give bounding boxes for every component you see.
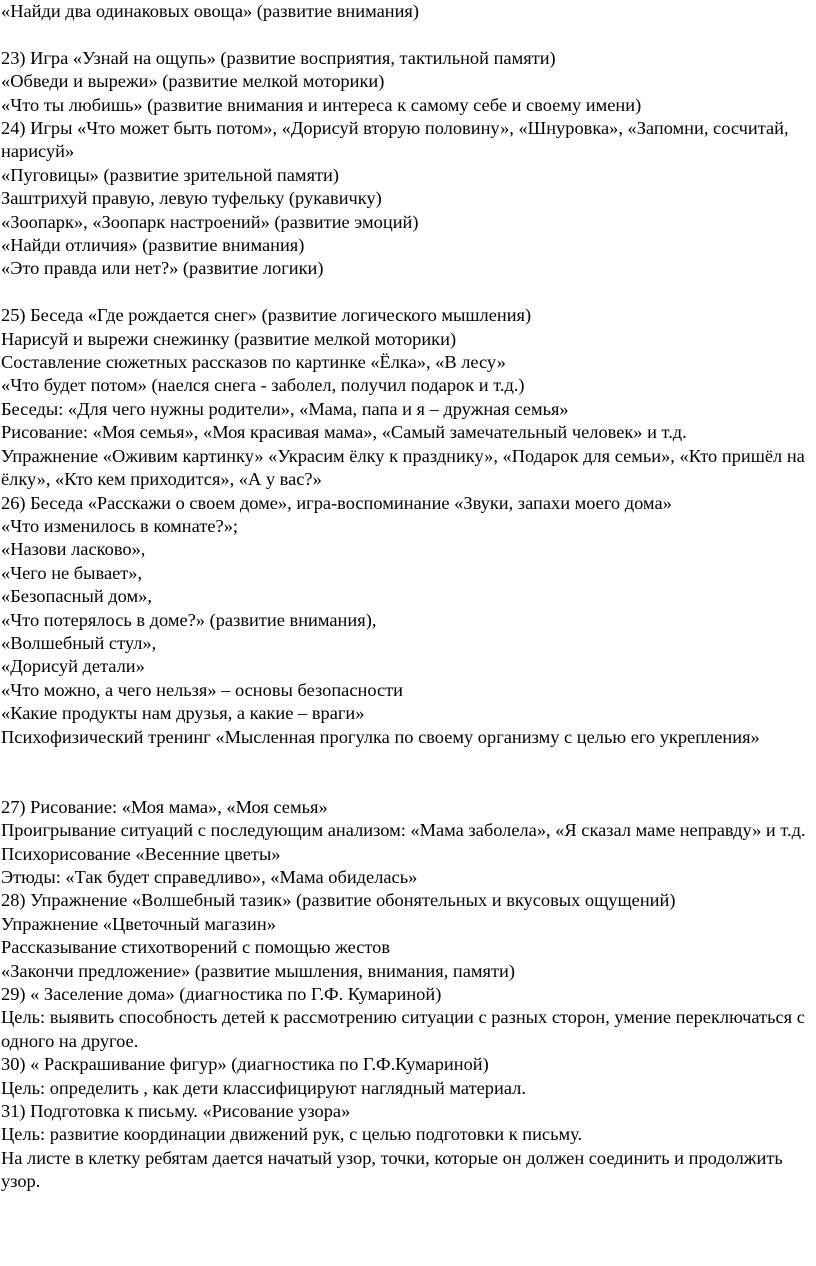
text-line: 31) Подготовка к письму. «Рисование узора» (1, 1101, 351, 1122)
text-line: «Найди отличия» (развитие внимания) (1, 235, 305, 256)
text-line: Упражнение «Цветочный магазин» (1, 913, 276, 934)
text-line: «Обведи и вырежи» (развитие мелкой моторики) (1, 71, 385, 92)
text-line: Цель: развитие координации движений рук, с целью подготовки к письму. (1, 1124, 583, 1145)
text-line: «Зоопарк», «Зоопарк настроений» (развитие эмоций) (1, 211, 419, 232)
text-line: Рассказывание стихотворений с помощью жестов (1, 937, 391, 958)
text-line: 23) Игра «Узнай на ощупь» (развитие восприятия, тактильной памяти) (1, 47, 556, 68)
text-line: «Какие продукты нам друзья, а какие – враги» (1, 703, 365, 724)
text-line: Цель: выявить способность детей к рассмотрению ситуации с разных сторон, умение переключаться с одного на другое. (1, 1007, 805, 1051)
text-line: Составление сюжетных рассказов по картинке «Ёлка», «В лесу» (1, 352, 506, 373)
text-line: 25) Беседа «Где рождается снег» (развитие логического мышления) (1, 305, 532, 326)
text-line: 28) Упражнение «Волшебный тазик» (развитие обонятельных и вкусовых ощущений) (1, 890, 676, 911)
text-line: Нарисуй и вырежи снежинку (развитие мелкой моторики) (1, 328, 457, 349)
text-line: 26) Беседа «Расскажи о своем доме», игра-воспоминание «Звуки, запахи моего дома» (1, 492, 672, 513)
text-line: «Что будет потом» (наелся снега - заболел, получил подарок и т.д.) (1, 375, 525, 396)
text-line: «Что ты любишь» (развитие внимания и интереса к самому себе и своему имени) (1, 94, 642, 115)
text-line: «Безопасный дом», (1, 586, 152, 607)
text-line: На листе в клетку ребятам дается начатый узор, точки, которые он должен соединить и продолжить узор. (1, 1147, 783, 1192)
text-line: «Найди два одинаковых овоща» (развитие внимания) (1, 1, 420, 21)
text-line: «Пуговицы» (развитие зрительной памяти) (1, 164, 340, 185)
text-line: Упражнение «Оживим картинку» «Украсим ёлку к празднику», «Подарок для семьи», «Кто пришёл на ёлку», «Кто кем приходится», «А у вас?» (1, 445, 805, 490)
text-line: 24) Игры «Что может быть потом», «Дорисуй вторую половину», «Шнуровка», «Запомни, сосчитай, нарисуй» (1, 118, 789, 162)
text-line: «Что изменилось в комнате?»; (1, 515, 239, 536)
blank-line (1, 23, 808, 46)
text-line: «Назови ласково», (1, 539, 146, 560)
text-line: Психофизический тренинг «Мысленная прогулка по своему организму с целью его укрепления» (1, 726, 760, 747)
text-line: «Это правда или нет?» (развитие логики) (1, 258, 324, 279)
text-line: «Закончи предложение» (развитие мышления, внимания, памяти) (1, 960, 516, 981)
text-line: 30) « Раскрашивание фигур» (диагностика по Г.Ф.Кумариной) (1, 1054, 489, 1075)
text-line: Рисование: «Моя семья», «Моя красивая мама», «Самый замечательный человек» и т.д. (1, 422, 687, 443)
text-line: «Что потерялось в доме?» (развитие внимания), (1, 609, 377, 630)
text-line: Этюды: «Так будет справедливо», «Мама обиделась» (1, 866, 418, 887)
text-line: Цель: определить , как дети классифицируют наглядный материал. (1, 1077, 526, 1098)
text-line: «Что можно, а чего нельзя» – основы безопасности (1, 679, 404, 700)
text-line: Психорисование «Весенние цветы» (1, 843, 281, 864)
text-line: Заштрихуй правую, левую туфельку (рукавичку) (1, 188, 382, 209)
text-line: 27) Рисование: «Моя мама», «Моя семья» (1, 796, 328, 817)
text-line: 29) « Заселение дома» (диагностика по Г.Ф. Кумариной) (1, 984, 442, 1005)
blank-line (1, 281, 808, 304)
text-line: «Чего не бывает», (1, 562, 143, 583)
text-line: Беседы: «Для чего нужны родители», «Мама, папа и я – дружная семья» (1, 398, 569, 419)
text-line: «Дорисуй детали» (1, 656, 145, 677)
text-line: Проигрывание ситуаций с последующим анализом: «Мама заболела», «Я сказал маме неправду» и т.д. (1, 820, 806, 841)
text-line: «Волшебный стул», (1, 632, 157, 653)
blank-line (1, 749, 808, 796)
